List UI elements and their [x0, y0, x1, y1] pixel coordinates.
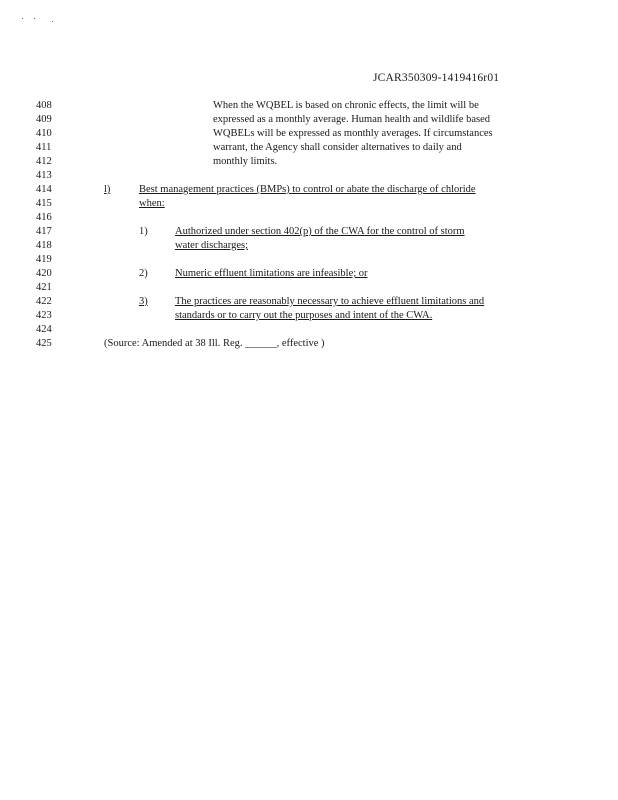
- line-number: 409: [36, 114, 52, 125]
- item-marker: 1): [139, 226, 148, 237]
- paragraph-line: WQBELs will be expressed as monthly averages. If circumstances: [213, 128, 493, 139]
- line-number: 421: [36, 282, 52, 293]
- document-id: JCAR350309-1419416r01: [373, 72, 500, 84]
- paragraph-line: Best management practices (BMPs) to control or abate the discharge of chloride: [139, 184, 476, 195]
- line-number: 411: [36, 142, 52, 153]
- scan-speck: [22, 18, 23, 19]
- line-number: 419: [36, 254, 52, 265]
- paragraph-line: When the WQBEL is based on chronic effects, the limit will be: [213, 100, 479, 111]
- item-marker: 3): [139, 296, 148, 307]
- line-number: 420: [36, 268, 52, 279]
- scan-speck: [34, 18, 35, 19]
- line-number: 417: [36, 226, 52, 237]
- paragraph-line: The practices are reasonably necessary to achieve effluent limitations and: [175, 296, 485, 307]
- line-number: 416: [36, 212, 52, 223]
- line-number: 412: [36, 156, 52, 167]
- line-number: 408: [36, 100, 52, 111]
- paragraph-line: water discharges;: [175, 240, 248, 251]
- line-number: 414: [36, 184, 52, 195]
- line-number: 418: [36, 240, 52, 251]
- subsection-marker: l): [104, 184, 111, 195]
- paragraph-line: warrant, the Agency shall consider alternatives to daily and: [213, 142, 462, 153]
- paragraph-line: monthly limits.: [213, 156, 278, 167]
- line-number: 415: [36, 198, 52, 209]
- line-number: 413: [36, 170, 52, 181]
- item-marker: 2): [139, 268, 148, 279]
- line-number: 423: [36, 310, 52, 321]
- scan-speck: [52, 21, 53, 22]
- paragraph-line: when:: [139, 198, 165, 209]
- line-number: 424: [36, 324, 52, 335]
- paragraph-line: Numeric effluent limitations are infeasible; or: [175, 268, 368, 279]
- source-note: (Source: Amended at 38 Ill. Reg. ______, effective ): [104, 338, 325, 349]
- line-number: 425: [36, 338, 52, 349]
- paragraph-line: standards or to carry out the purposes and intent of the CWA.: [175, 310, 433, 321]
- line-number: 410: [36, 128, 52, 139]
- line-number: 422: [36, 296, 52, 307]
- paragraph-line: expressed as a monthly average. Human health and wildlife based: [213, 114, 490, 125]
- paragraph-line: Authorized under section 402(p) of the CWA for the control of storm: [175, 226, 465, 237]
